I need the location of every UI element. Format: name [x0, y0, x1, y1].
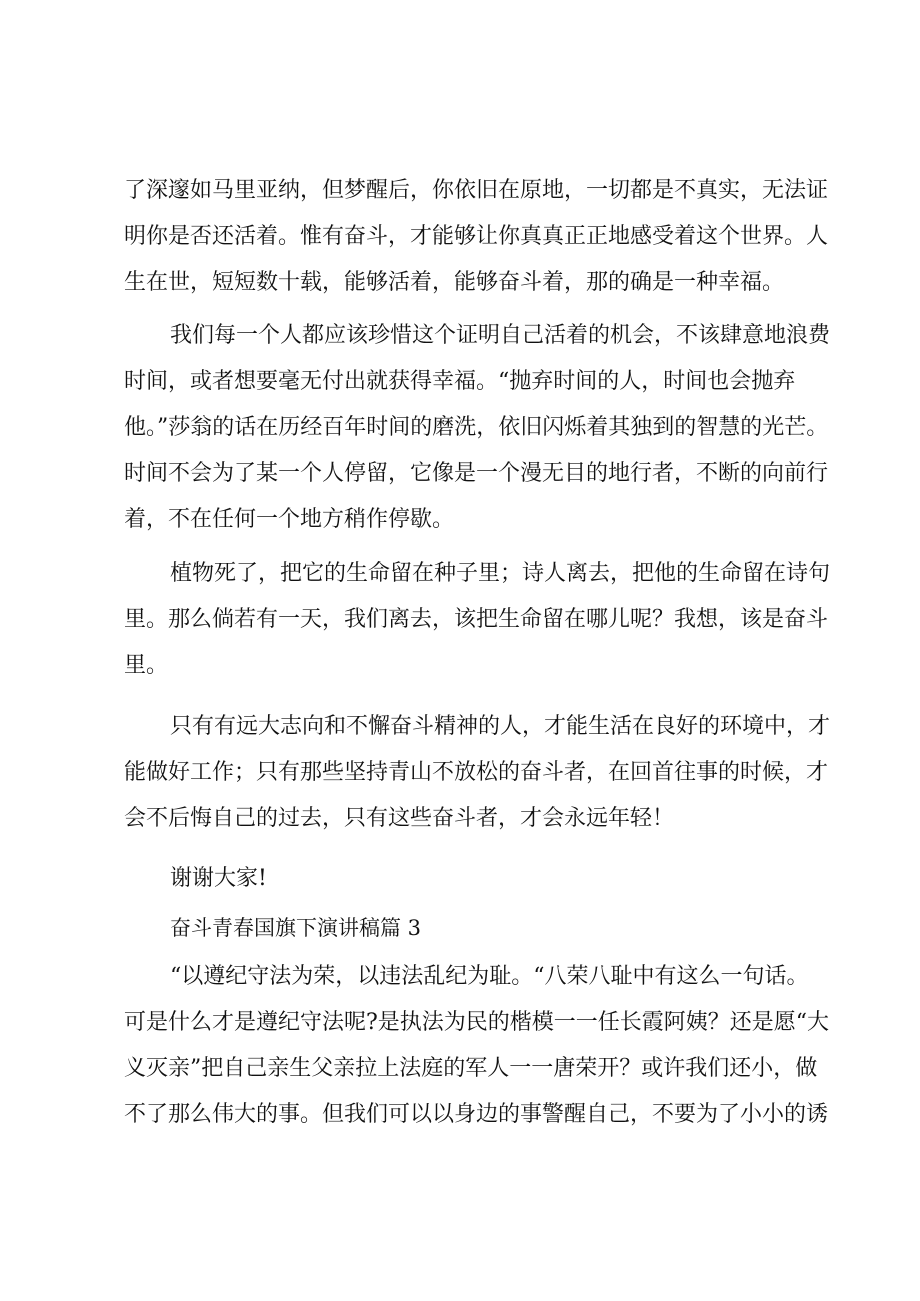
text-line: 时间不会为了某一个人停留，它像是一个漫无目的地行者，不断的向前行: [124, 461, 829, 486]
section-heading: [124, 905, 844, 951]
text-line: 可是什么才是遵纪守法呢?是执法为民的楷模一一任长霞阿姨？还是愿“大: [124, 1010, 830, 1035]
text-line: 我们每一个人都应该珍惜这个证明自己活着的机会，不该肆意地浪费: [170, 323, 831, 348]
text-line: 不了那么伟大的事。但我们可以以身边的事警醒自己，不要为了小小的诱: [124, 1102, 829, 1127]
paragraph-1: [124, 168, 844, 306]
text-line: 会不后悔自己的过去，只有这些奋斗者，才会永远年轻！: [124, 806, 675, 831]
text-line: 里。那么倘若有一天，我们离去，该把生命留在哪儿呢？我想，该是奋斗: [124, 607, 829, 632]
text-line: “以遵纪守法为荣，以违法乱纪为耻。“八荣八耻中有这么一句话。: [170, 964, 809, 989]
text-line: 时间，或者想要毫无付出就获得幸福。“抛弃时间的人，时间也会抛弃: [124, 369, 796, 394]
text-line: 着，不在任何一个地方稍作停歇。: [124, 507, 455, 532]
text-line: 明你是否还活着。惟有奋斗，才能够让你真真正正地感受着这个世界。人: [124, 224, 829, 249]
text-line: 了深邃如马里亚纳，但梦醒后，你依旧在原地，一切都是不真实，无法证: [124, 178, 829, 203]
paragraph-3: [124, 551, 844, 689]
text-line: 植物死了，把它的生命留在种子里；诗人离去，把他的生命留在诗句: [170, 561, 831, 586]
closing-thanks: [124, 856, 844, 902]
text-line: 里。: [124, 653, 169, 678]
text-line: 谢谢大家!: [170, 866, 267, 891]
paragraph-2: [124, 313, 844, 543]
paragraph-7: [124, 954, 844, 1138]
text-line: 生在世，短短数十载，能够活着，能够奋斗着，那的确是一种幸福。: [124, 270, 785, 295]
text-line: 只有有远大志向和不懈奋斗精神的人，才能生活在良好的环境中，才: [170, 714, 831, 739]
text-line: 他。”莎翁的话在历经百年时间的磨洗，依旧闪烁着其独到的智慧的光芒。: [124, 415, 829, 440]
heading-text: 奋斗青春国旗下演讲稿篇 3: [170, 916, 422, 940]
paragraph-4: [124, 704, 844, 842]
text-line: 能做好工作；只有那些坚持青山不放松的奋斗者，在回首往事的时候，才: [124, 760, 829, 785]
text-line: 义灭亲”把自己亲生父亲拉上法庭的军人一一唐荣开？或许我们还小，做: [124, 1056, 818, 1081]
